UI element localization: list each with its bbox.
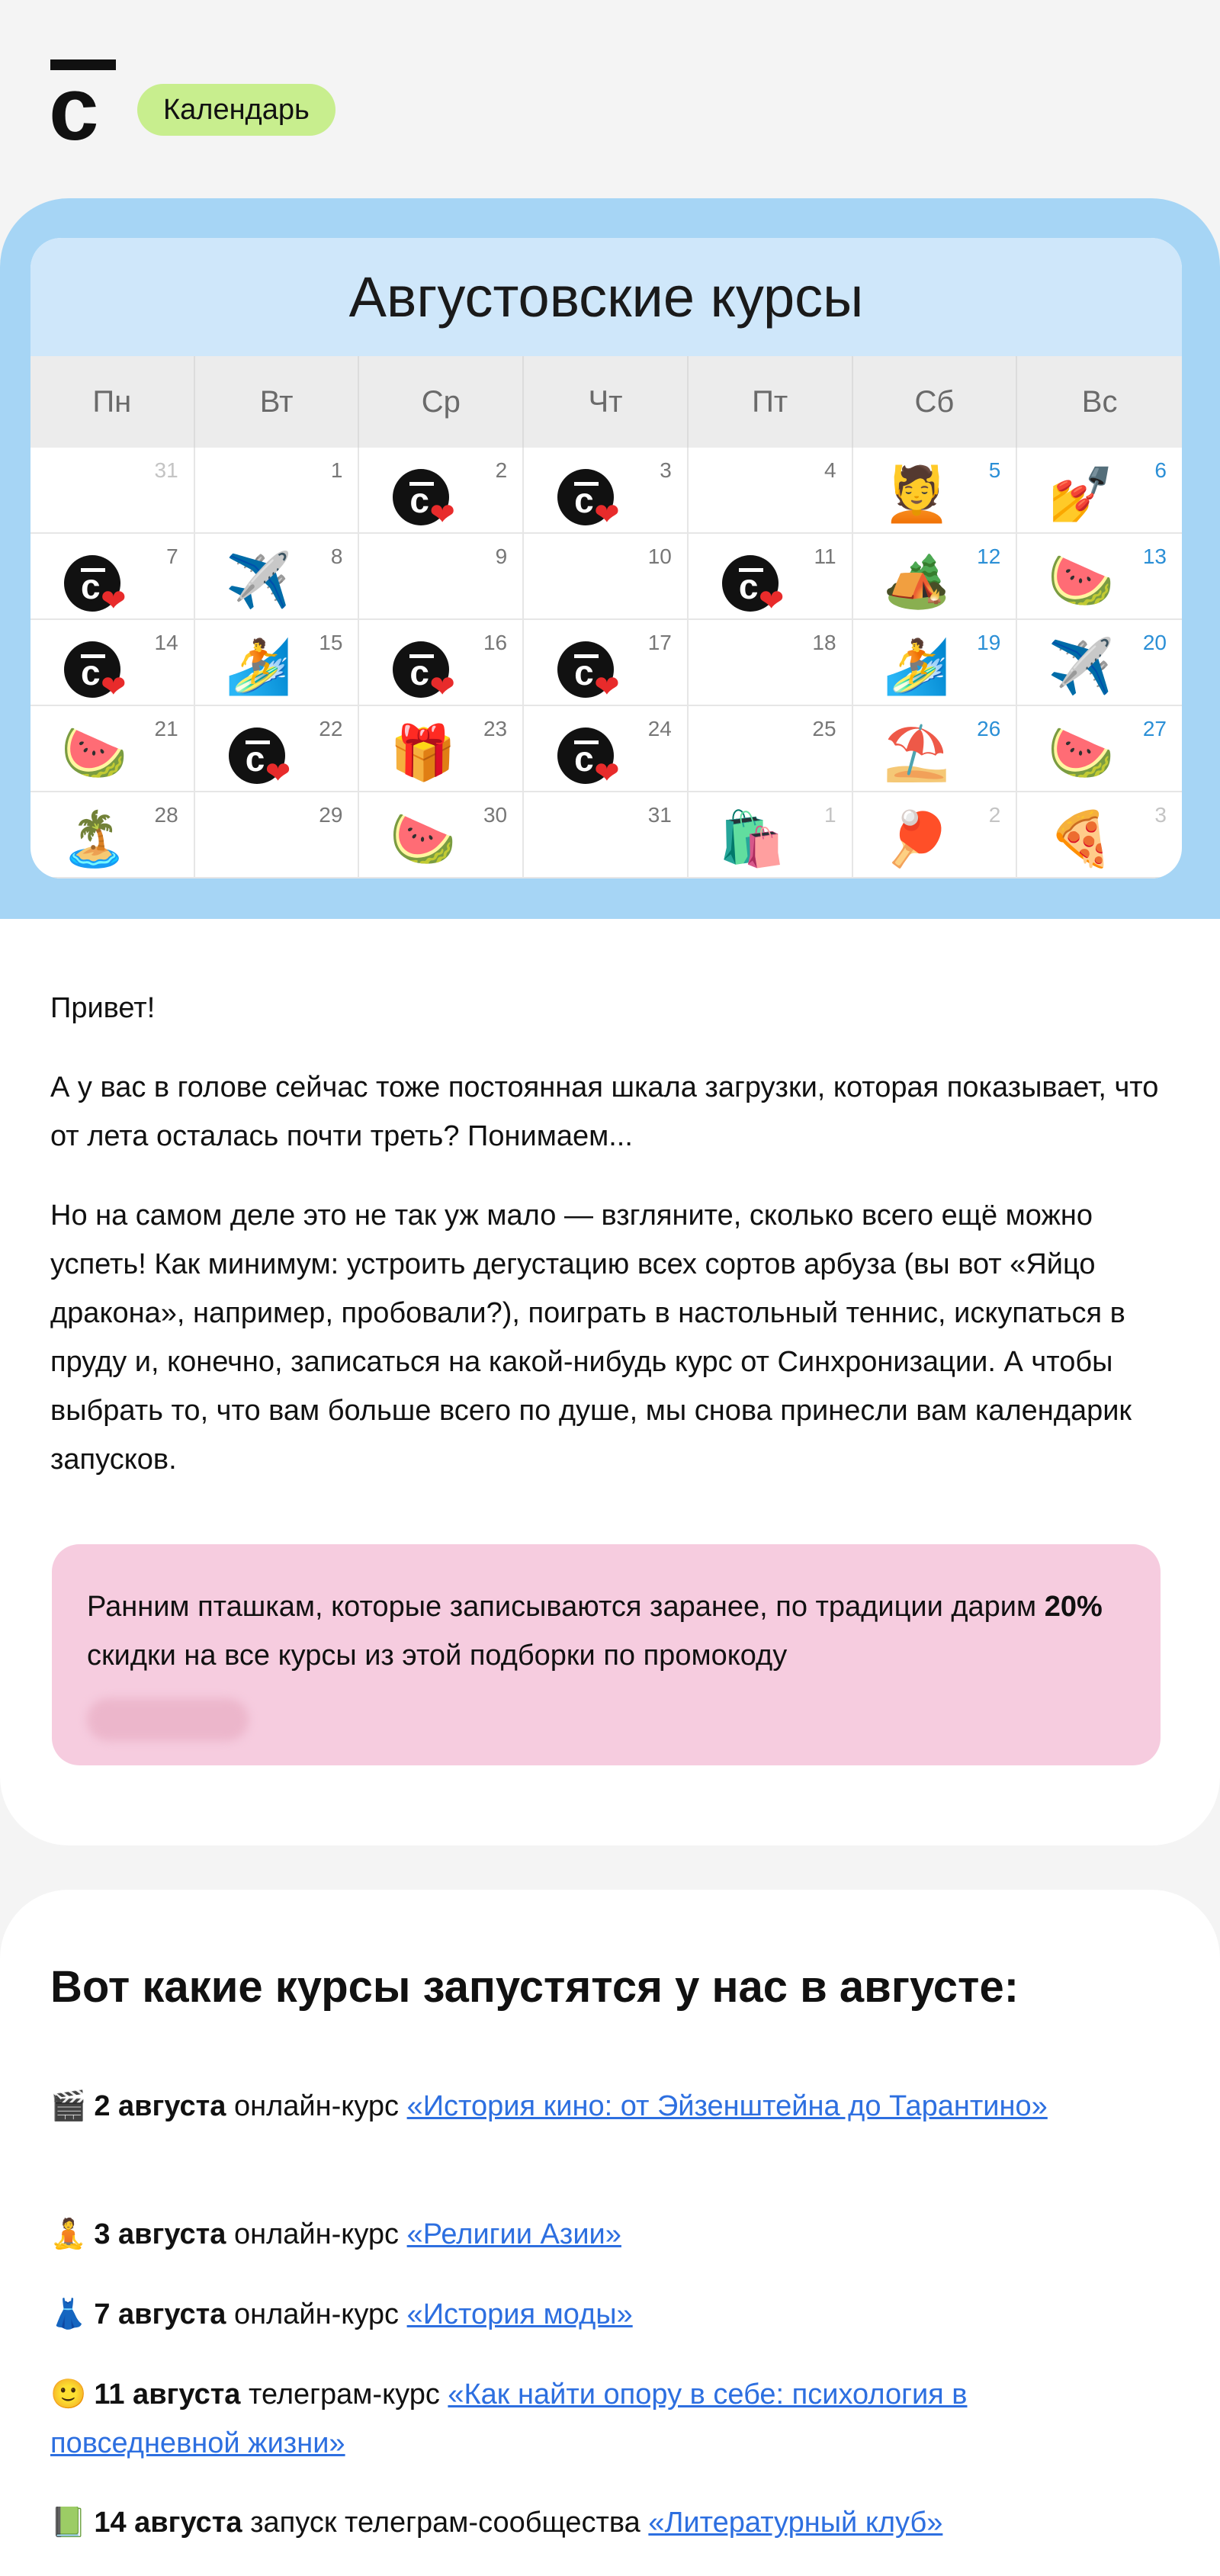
calendar-day-cell[interactable] — [195, 792, 360, 878]
day-emoji-icon: 🍕 — [1048, 809, 1115, 869]
day-number: 9 — [495, 544, 508, 568]
day-emoji-icon: 🍉 — [390, 809, 457, 869]
day-number: 11 — [814, 544, 836, 568]
book-icon: 📗 — [50, 2507, 87, 2539]
day-emoji-icon: 🏄 — [883, 637, 950, 696]
course-date: 7 августа — [94, 2298, 226, 2330]
calendar-day-cell[interactable] — [524, 620, 689, 706]
day-number: 2 — [988, 803, 1001, 827]
dress-icon: 👗 — [50, 2298, 87, 2330]
calendar-day-cell[interactable] — [524, 534, 689, 620]
day-number: 23 — [483, 717, 508, 740]
course-kind: онлайн-курс — [233, 2090, 400, 2122]
course-item — [50, 2290, 1164, 2339]
day-number: 5 — [988, 458, 1001, 482]
course-link[interactable]: «История моды» — [406, 2298, 633, 2330]
brand-heart-icon: с ❤ — [393, 641, 449, 698]
course-date: 2 августа — [94, 2090, 226, 2122]
calendar-day-cell[interactable] — [359, 620, 524, 706]
calendar-day-cell[interactable] — [195, 448, 360, 534]
weekday: Чт — [524, 356, 689, 448]
meditation-icon: 🧘 — [50, 2218, 87, 2250]
day-number: 1 — [330, 458, 343, 482]
course-date: 11 августа — [94, 2378, 241, 2411]
smiley-icon: 🙂 — [50, 2378, 87, 2411]
weekday: Вт — [195, 356, 360, 448]
calendar-day-cell[interactable] — [195, 620, 360, 706]
calendar-day-cell[interactable] — [524, 706, 689, 792]
brand-heart-icon: с ❤ — [64, 555, 120, 612]
weekday: Сб — [853, 356, 1018, 448]
day-number: 24 — [647, 717, 672, 740]
course-item — [50, 2498, 1164, 2547]
day-emoji-icon: ✈️ — [1048, 637, 1115, 696]
logo-letter: с — [49, 59, 99, 159]
brand-heart-icon: с ❤ — [229, 728, 285, 784]
day-number: 31 — [647, 803, 672, 827]
day-emoji-icon: 🍉 — [61, 723, 128, 782]
day-number: 8 — [330, 544, 343, 568]
promo-text — [87, 1582, 1139, 1680]
calendar-day-cell[interactable] — [689, 448, 853, 534]
day-number: 28 — [154, 803, 178, 827]
promo-box — [52, 1544, 1161, 1765]
day-number: 3 — [660, 458, 672, 482]
calendar-day-cell[interactable] — [195, 534, 360, 620]
calendar-day-cell[interactable] — [359, 534, 524, 620]
day-emoji-icon: 💆 — [883, 464, 950, 524]
day-emoji-icon: 🏓 — [883, 809, 950, 869]
day-number: 15 — [319, 631, 343, 654]
brand-heart-icon: с ❤ — [557, 469, 614, 525]
intro-text — [50, 984, 1164, 1514]
course-link[interactable]: «Религии Азии» — [406, 2218, 621, 2250]
course-kind: онлайн-курс — [233, 2298, 400, 2330]
calendar-day-cell[interactable] — [30, 706, 195, 792]
course-date: 14 августа — [94, 2507, 242, 2539]
day-number: 18 — [812, 631, 836, 654]
promo-text-after: скидки на все курсы из этой подборки по промокоду — [87, 1640, 788, 1672]
intro-paragraph-2: Но на самом деле это не так уж мало — взгляните, сколько всего ещё можно успеть! Как минимум: устроить дегустацию всех сортов арбуза (вы вот «Яйцо дракона», например, пробовали?), поиграть в настольный теннис, искупаться в пруду и, конечно, записаться на какой-нибудь курс от Синхронизации. А чтобы выбрать то, что вам больше всего по душе, мы снова принесли вам календарик запусков. — [50, 1200, 1132, 1476]
calendar-day-cell[interactable] — [30, 448, 195, 534]
day-number: 29 — [319, 803, 343, 827]
intro-paragraph-1: А у вас в голове сейчас тоже постоянная шкала загрузки, которая показывает, что от лета осталась почти треть? Понимаем... — [50, 1071, 1159, 1152]
calendar-day-cell[interactable] — [1017, 448, 1182, 534]
calendar-title: Августовские курсы — [30, 238, 1182, 356]
logo[interactable] — [49, 59, 119, 159]
calendar-day-cell[interactable] — [853, 448, 1018, 534]
day-number: 27 — [1142, 717, 1167, 740]
course-link[interactable]: «Литературный клуб» — [648, 2507, 943, 2539]
calendar-day-cell[interactable] — [689, 792, 853, 878]
course-item — [50, 2210, 1164, 2259]
day-emoji-icon: 🏕️ — [883, 551, 950, 610]
day-number: 22 — [319, 717, 343, 740]
day-number: 19 — [977, 631, 1001, 654]
day-emoji-icon: 🍉 — [1048, 723, 1115, 782]
day-emoji-icon: ✈️ — [225, 551, 292, 610]
calendar-grid — [30, 448, 1182, 878]
day-number: 26 — [977, 717, 1001, 740]
calendar-day-cell[interactable] — [359, 448, 524, 534]
clapperboard-icon: 🎬 — [50, 2090, 87, 2122]
day-number: 7 — [166, 544, 178, 568]
weekday: Вс — [1081, 385, 1118, 419]
brand-heart-icon: с ❤ — [64, 641, 120, 698]
calendar-day-cell[interactable] — [853, 534, 1018, 620]
day-emoji-icon: ⛱️ — [883, 723, 950, 782]
calendar-day-cell[interactable] — [1017, 792, 1182, 878]
day-number: 21 — [154, 717, 178, 740]
calendar — [30, 238, 1182, 878]
calendar-weekdays — [30, 356, 1182, 448]
weekday: Ср — [359, 356, 524, 448]
day-number: 12 — [977, 544, 1001, 568]
promo-text-before: Ранним пташкам, которые записываются заранее, по традиции дарим — [87, 1591, 1045, 1623]
brand-heart-icon: с ❤ — [393, 469, 449, 525]
day-number: 6 — [1154, 458, 1167, 482]
day-number: 10 — [647, 544, 672, 568]
day-emoji-icon: 🎁 — [390, 723, 457, 782]
calendar-day-cell[interactable] — [853, 792, 1018, 878]
calendar-day-cell[interactable] — [1017, 706, 1182, 792]
brand-heart-icon: с ❤ — [557, 641, 614, 698]
calendar-day-cell[interactable] — [524, 792, 689, 878]
calendar-day-cell[interactable] — [30, 534, 195, 620]
calendar-day-cell[interactable] — [195, 706, 360, 792]
calendar-day-cell[interactable] — [1017, 620, 1182, 706]
calendar-chip[interactable]: Календарь — [137, 84, 336, 136]
day-number: 17 — [647, 631, 672, 654]
day-emoji-icon: 🏄 — [225, 637, 292, 696]
day-emoji-icon: 🛍️ — [718, 809, 786, 869]
day-number: 16 — [483, 631, 508, 654]
calendar-day-cell[interactable] — [853, 706, 1018, 792]
course-link[interactable]: «История кино: от Эйзенштейна до Тарантино» — [406, 2090, 1048, 2122]
weekday: Пн — [30, 356, 195, 448]
day-number: 4 — [824, 458, 836, 482]
day-number: 20 — [1142, 631, 1167, 654]
calendar-day-cell[interactable] — [30, 792, 195, 878]
day-number: 1 — [824, 803, 836, 827]
calendar-day-cell[interactable] — [853, 620, 1018, 706]
day-number: 25 — [812, 717, 836, 740]
course-date: 3 августа — [94, 2218, 226, 2250]
calendar-day-cell[interactable] — [689, 534, 853, 620]
courses-title: Вот какие курсы запустятся у нас в августе: — [50, 1962, 1019, 2012]
promo-code-blurred — [87, 1698, 249, 1741]
calendar-day-cell[interactable] — [689, 706, 853, 792]
brand-heart-icon: с ❤ — [557, 728, 614, 784]
calendar-day-cell[interactable] — [689, 620, 853, 706]
day-number: 31 — [154, 458, 178, 482]
day-number: 13 — [1142, 544, 1167, 568]
calendar-day-cell[interactable] — [30, 620, 195, 706]
day-emoji-icon: 🍉 — [1048, 551, 1115, 610]
header — [0, 0, 1220, 198]
promo-discount: 20% — [1044, 1591, 1103, 1623]
brand-heart-icon: с ❤ — [722, 555, 779, 612]
greeting: Привет! — [50, 992, 156, 1024]
course-item — [50, 2370, 1164, 2468]
calendar-day-cell[interactable] — [1017, 534, 1182, 620]
day-emoji-icon: 🏝️ — [61, 809, 128, 869]
day-number: 14 — [154, 631, 178, 654]
day-number: 30 — [483, 803, 508, 827]
course-kind: запуск телеграм-сообщества — [250, 2507, 640, 2539]
course-link[interactable]: «Как найти опору в себе: психология в повседневной жизни» — [50, 2378, 968, 2459]
day-emoji-icon: 💅 — [1048, 464, 1115, 524]
calendar-day-cell[interactable] — [359, 792, 524, 878]
course-kind: телеграм-курс — [249, 2378, 440, 2411]
day-number: 2 — [495, 458, 508, 482]
calendar-day-cell[interactable] — [524, 448, 689, 534]
weekday: Пт — [689, 356, 853, 448]
day-number: 3 — [1154, 803, 1167, 827]
calendar-day-cell[interactable] — [359, 706, 524, 792]
course-kind: онлайн-курс — [233, 2218, 400, 2250]
course-item — [50, 2082, 1164, 2131]
